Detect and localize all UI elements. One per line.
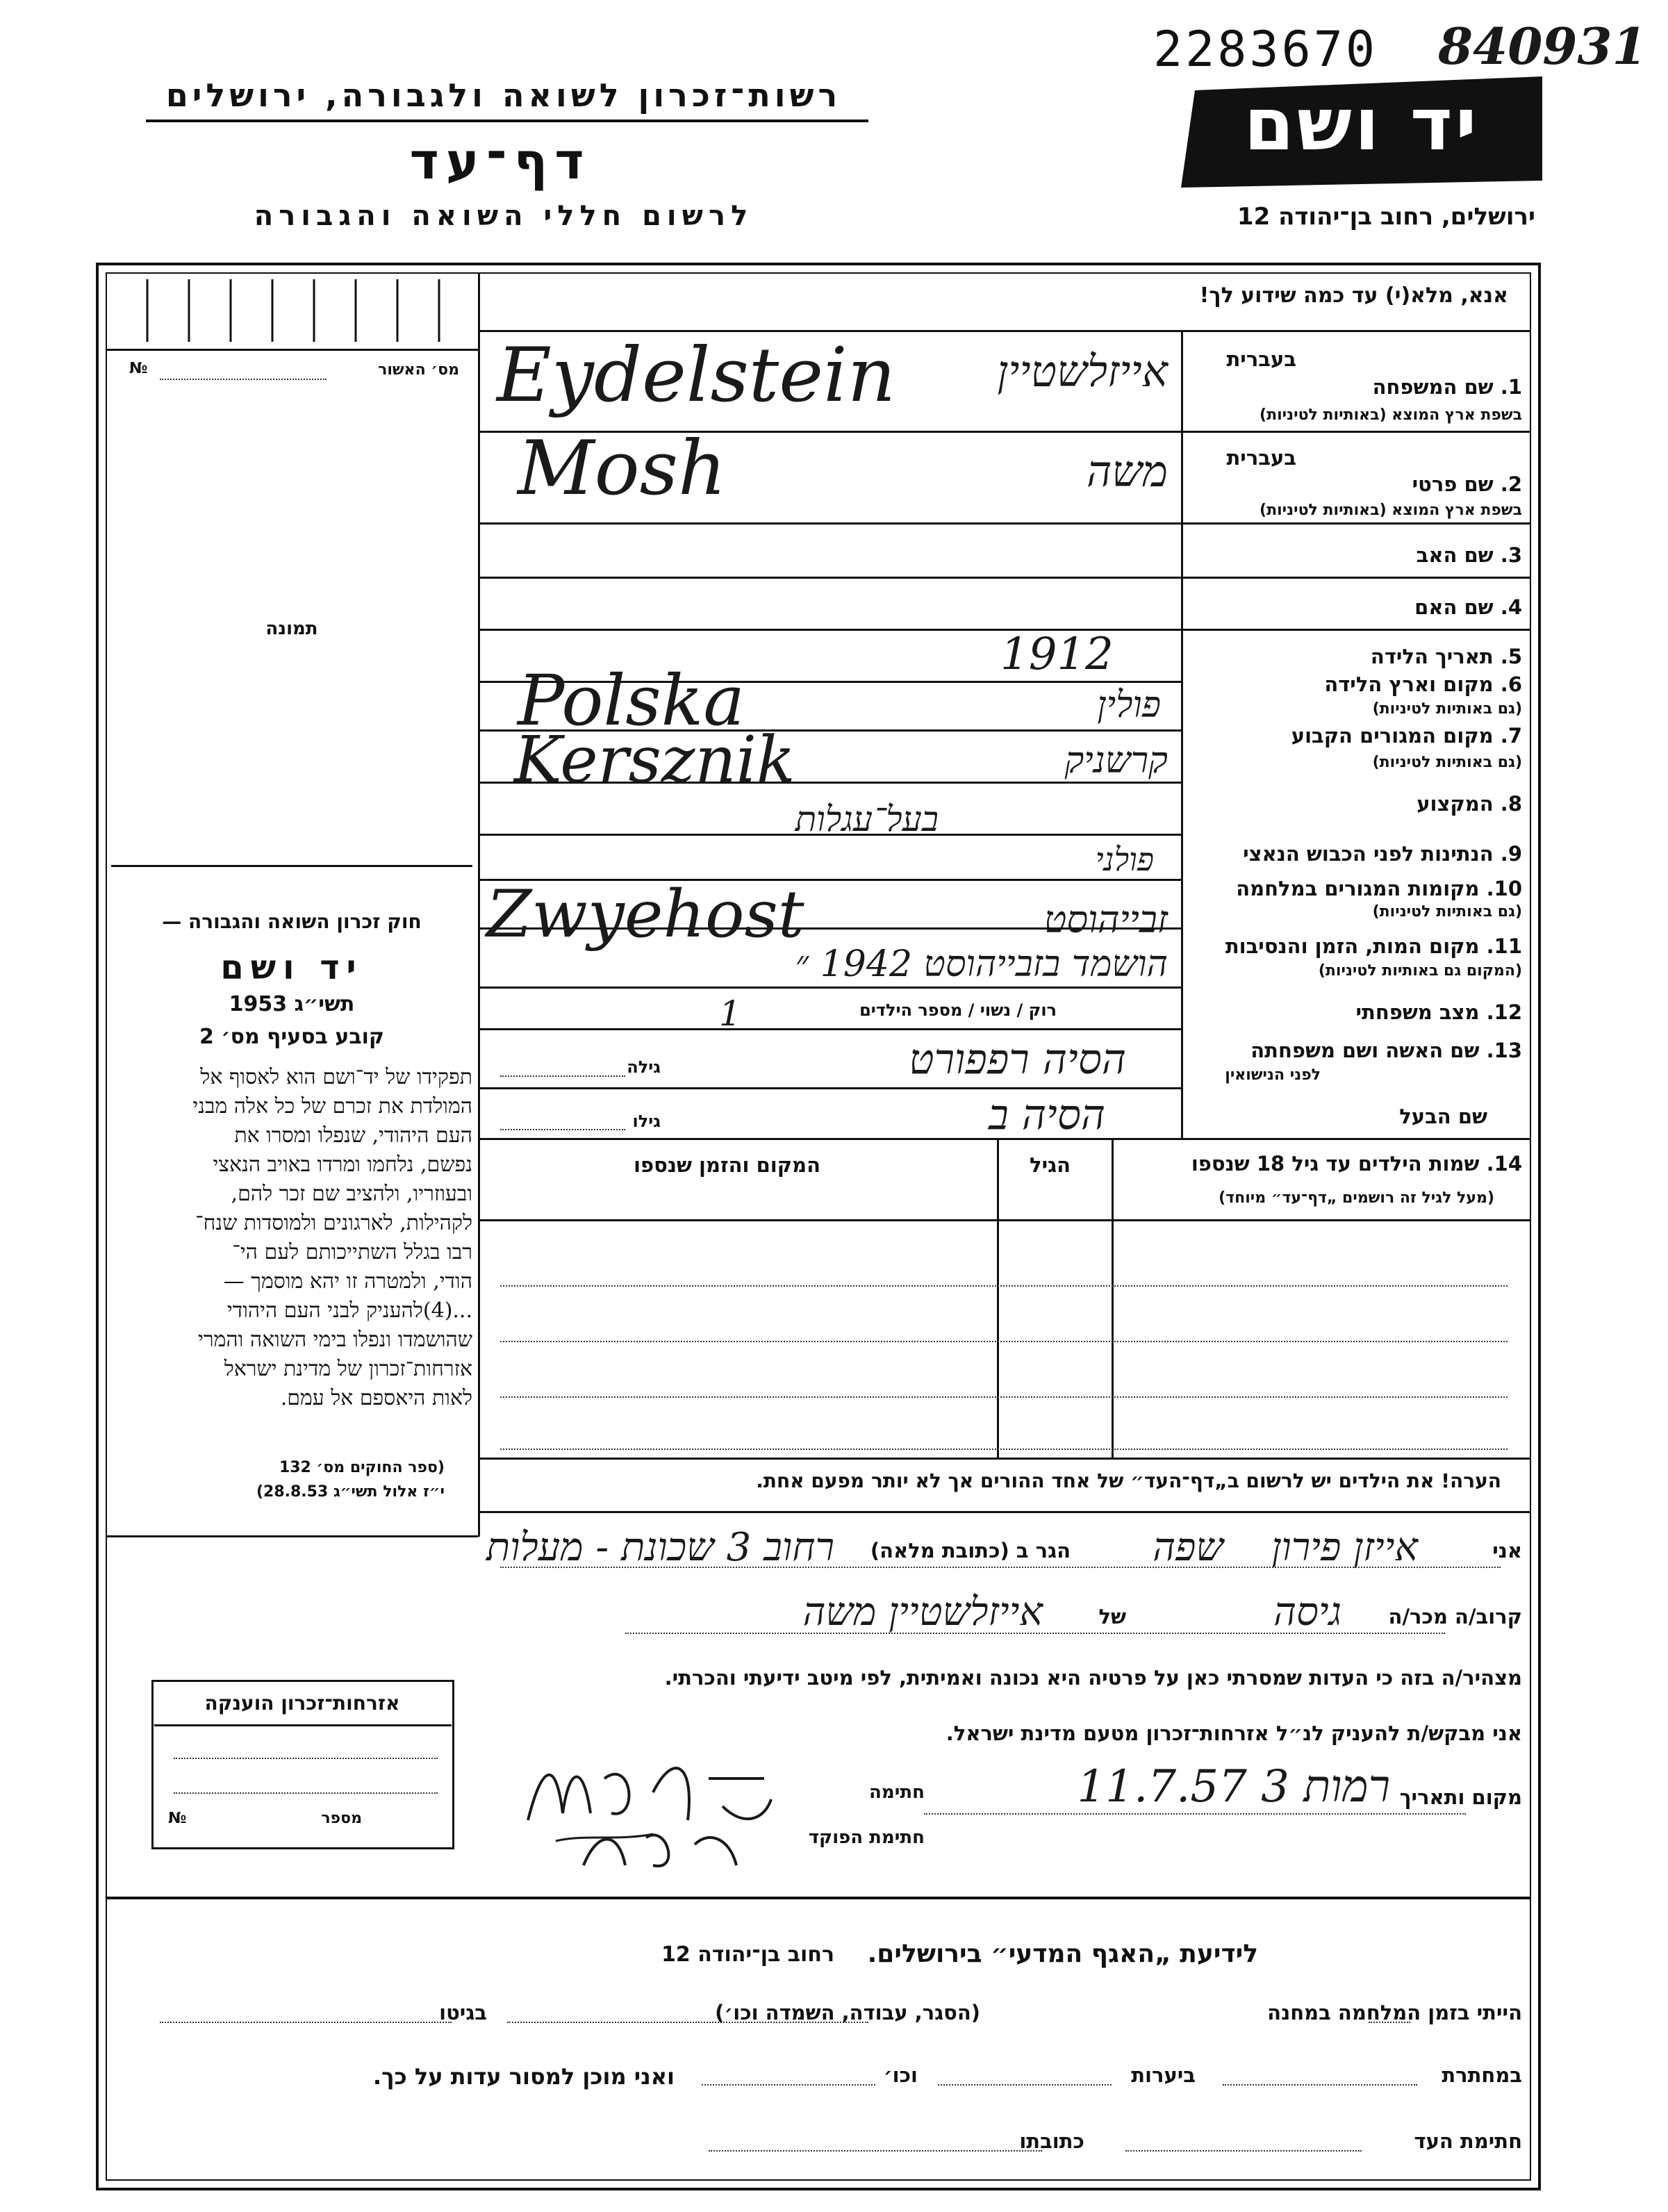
law-clause: קובע בסעיף מס׳ 2 (199, 1025, 385, 1049)
citizenship-title-underline (154, 1724, 452, 1726)
field-9-label (1243, 842, 1522, 866)
field-12-options: רוק / נשוי / מספר הילדים (859, 1000, 1057, 1020)
citizenship-number-label: מספר (321, 1810, 362, 1827)
decl-prefix: אני (1492, 1539, 1522, 1562)
law-line: לקהילות, לארגונים ולמוסדות שנח־ (195, 1211, 472, 1235)
doc-number: 2283670 (1153, 21, 1378, 78)
children-row-line (500, 1341, 1508, 1342)
bottom-line2-b: ביערות (1131, 2063, 1196, 2087)
bottom-address: רחוב בן־יהודה 12 (661, 1942, 834, 1967)
place-date-line (924, 1813, 1466, 1815)
bottom-line2-d: ואני מוכן למסור עדות על כך. (372, 2063, 675, 2090)
official-signature-label: חתימת הפוקד (808, 1827, 925, 1848)
law-line: ...(4)להעניק לבני העם היהודי (226, 1298, 472, 1323)
field-8-number: 8. (1500, 792, 1522, 816)
field-8-text: המקצוע (1417, 792, 1494, 816)
logo-text: יד ושם (1244, 82, 1480, 167)
field-2-lang: בעברית (1226, 446, 1296, 470)
field-6-label (1324, 672, 1522, 696)
row-line (479, 522, 1531, 525)
field-5-label (1371, 645, 1522, 668)
field-4-label (1414, 595, 1522, 619)
citizenship-number-symbol: № (168, 1810, 187, 1827)
children-col-divider-1 (1112, 1138, 1114, 1458)
law-line: העם היהודי, שנפלו ומסרו את (234, 1123, 472, 1148)
law-logo: יד ושם (220, 948, 363, 987)
decl-address[interactable]: רחוב 3 שכונת - מעלות (486, 1525, 834, 1570)
field-3-number: 3. (1500, 543, 1522, 567)
place-date-value[interactable]: רמות 3 11.7.57 (1077, 1761, 1390, 1813)
law-source-1: (ספר החוקים מס׳ 132 (279, 1459, 445, 1476)
bottom-line1-c: בגיטו (439, 2001, 487, 2024)
signature-label: חתימה (869, 1782, 925, 1803)
bottom-line1-b: (הסגר, עבודה, השמדה וכו׳) (715, 2001, 980, 2024)
field-7-latin[interactable]: Kersznik (514, 723, 795, 797)
note-bottom (479, 1511, 1531, 1513)
field-6-number: 6. (1500, 672, 1522, 696)
field-3-label (1417, 543, 1522, 567)
note-line: הערה! את הילדים יש לרשום ב„דף־העד״ של אחד ההורים אך לא יותר מפעם אחת. (756, 1469, 1501, 1492)
bottom-line3-a: חתימת העד (1414, 2129, 1522, 2153)
photo-box-right-border (478, 272, 480, 1537)
law-line: המולדת את זכרם של כל אלה מבני (192, 1094, 472, 1119)
bottom-line2-c: וכו׳ (883, 2063, 918, 2087)
decl-of: של (1098, 1605, 1126, 1628)
bottom-line1-a: הייתי בזמן המלחמה במחנה (1267, 2001, 1522, 2024)
field-10-latin[interactable]: Zwyehost (486, 877, 804, 952)
bottom-divider (106, 1897, 1531, 1899)
handwritten-number: 840931 (1438, 17, 1647, 76)
field-11-label (1225, 934, 1522, 958)
decl-deceased-name[interactable]: אייזלשטיין משה (802, 1590, 1043, 1635)
husband-age-line (500, 1129, 625, 1130)
law-heading: חוק זכרון השואה והגבורה — (162, 910, 422, 933)
law-line: לאות היאספם אל עמם. (280, 1386, 472, 1410)
field-6-hebrew[interactable]: פולין (1097, 684, 1161, 726)
field-13-number: 13. (1486, 1039, 1522, 1062)
bottom-line3-dots-a (1125, 2150, 1362, 2152)
husband-age-label: גילו (632, 1112, 661, 1131)
field-10-note: (גם באותיות לטיניות) (1372, 903, 1522, 921)
husband-label: שם הבעל (1399, 1105, 1487, 1128)
bottom-line1-dots-a (1369, 2022, 1410, 2023)
field-2-label (1412, 472, 1522, 496)
address: ירושלים, רחוב בן־יהודה 12 (1237, 203, 1535, 231)
decl-relation-prefix: קרוב/ה מכר/ה (1388, 1605, 1522, 1628)
place-date-label: מקום ותאריך (1399, 1785, 1522, 1809)
field-5-text: תאריך הלידה (1370, 645, 1494, 668)
field-11-number: 11. (1486, 934, 1522, 958)
photo-box-ticks (106, 272, 478, 349)
field-8-label (1417, 792, 1522, 816)
field-7-hebrew[interactable]: קרשניק (1064, 740, 1168, 782)
form-title: דף־עד (409, 132, 591, 190)
children-header-note: (מעל לגיל זה רושמים „דף־עד״ מיוחד) (1219, 1189, 1494, 1207)
field-1-latin[interactable]: Eydelstein (497, 332, 896, 419)
field-2-note: בשפת ארץ המוצא (באותיות לטיניות) (1260, 502, 1522, 519)
field-12-number: 12. (1486, 1000, 1522, 1024)
field-2-hebrew[interactable]: משה (1087, 446, 1168, 497)
photo-box-divider (106, 349, 478, 351)
field-7-note: (גם באותיות לטיניות) (1372, 754, 1522, 771)
children-number: 14. (1486, 1152, 1522, 1175)
field-9-value[interactable]: פולני (1095, 841, 1154, 878)
field-7-label (1291, 724, 1522, 748)
decl-name[interactable]: אייזן פירון (1271, 1525, 1418, 1570)
field-13-label (1250, 1039, 1522, 1062)
bottom-line2-dots-b (938, 2084, 1112, 2086)
field-9-number: 9. (1500, 842, 1522, 866)
children-header-age: הגיל (1030, 1153, 1071, 1177)
field-1-note: בשפת ארץ המוצא (באותיות לטיניות) (1260, 406, 1522, 424)
decl-line-1 (500, 1567, 1501, 1568)
cert-number-label: מס׳ האשור (378, 361, 459, 379)
row-line (479, 577, 1531, 579)
field-13-age-line (500, 1075, 625, 1077)
field-2-number: 2. (1500, 472, 1522, 496)
field-12-value[interactable]: 1 (719, 993, 741, 1034)
law-line: הודי, ולמטרה זו יהא מוסמך — (223, 1269, 472, 1294)
field-4-number: 4. (1500, 595, 1522, 619)
field-5-value[interactable]: 1912 (1000, 629, 1114, 680)
children-row-line (500, 1448, 1508, 1450)
law-source-2: י״ז אלול תשי״ג 28.8.53) (256, 1483, 445, 1501)
law-text (111, 1063, 472, 1413)
field-11-note: (המקום גם באותיות לטיניות) (1318, 962, 1522, 980)
photo-label: תמונה (265, 618, 318, 639)
citizenship-line (174, 1792, 438, 1794)
field-6-note: (גם באותיות לטיניות) (1372, 700, 1522, 718)
field-7-number: 7. (1500, 724, 1522, 748)
field-10-number: 10. (1486, 877, 1522, 900)
authority-line: רשות־זכרון לשואה ולגבורה, ירושלים (165, 76, 842, 114)
law-line: תפקידו של יד־ושם הוא לאסוף אל (200, 1065, 472, 1089)
children-header-text: שמות הילדים עד גיל 18 שנספו (1191, 1152, 1480, 1175)
field-1-text: שם המשפחה (1372, 375, 1494, 399)
decl-resides: הגר ב (כתובת מלאה) (870, 1539, 1071, 1562)
field-13-age-label: גילה (627, 1057, 661, 1077)
decl-relation[interactable]: גיסה (1273, 1590, 1341, 1635)
children-header-place: המקום והזמן שנספו (634, 1153, 820, 1177)
law-line: שהושמדו ונפלו בימי השואה והמרי (197, 1328, 472, 1352)
field-12-label (1355, 1000, 1522, 1024)
cert-number-symbol: № (129, 360, 148, 377)
law-line: נפשם, נלחמו ומרדו באויב הנאצי (213, 1153, 472, 1177)
citizenship-line (174, 1758, 438, 1759)
children-row-line (500, 1285, 1508, 1287)
field-1-label (1373, 375, 1522, 399)
bottom-line2-a: במחתרת (1442, 2063, 1522, 2087)
row-line (479, 1087, 1181, 1089)
law-line: ובעוזריו, ולהציב שם זכר להם, (231, 1182, 472, 1206)
field-1-number: 1. (1500, 375, 1522, 399)
children-col-divider-2 (997, 1138, 999, 1458)
bottom-line1-dots-b (507, 2022, 868, 2023)
row-line (479, 1028, 1181, 1030)
field-4-text: שם האם (1414, 595, 1494, 619)
bottom-line2-dots-c (702, 2084, 875, 2086)
law-year: תשי״ג 1953 (229, 992, 355, 1016)
decl-statement: מצהיר/ה בזה כי העדות שמסרתי כאן על פרטיה היא נכונה ואמיתית, לפי מיטב ידיעתי והכרתי. (664, 1666, 1522, 1690)
field-8-value[interactable]: בעל־עגלות (795, 799, 939, 839)
photo-area-bottom (111, 865, 472, 867)
citizenship-title: אזרחות־זכרון הוענקה (204, 1692, 400, 1715)
cert-number-line (160, 379, 327, 380)
form-subtitle: לרשום חללי השואה והגבורה (254, 200, 754, 232)
bottom-line1-dots-c (160, 2022, 452, 2023)
bottom-line3-b: כתובתו (1019, 2129, 1084, 2153)
field-12-text: מצב משפחתי (1355, 1000, 1480, 1024)
fields-column-divider (1181, 332, 1183, 1138)
bottom-line3-dots-b (709, 2150, 1042, 2152)
field-10-label (1236, 877, 1522, 900)
field-10-text: מקומות המגורים במלחמה (1236, 877, 1480, 900)
bottom-line2-dots-a (1223, 2084, 1417, 2086)
field-6-latin[interactable]: Polska (518, 660, 745, 741)
field-2-text: שם פרטי (1412, 472, 1494, 496)
field-10-hebrew[interactable]: זבייהוסט (1043, 898, 1168, 941)
field-13-value[interactable]: הסיה רפפורט (909, 1035, 1126, 1084)
field-1-hebrew[interactable]: אייזלשטיין (997, 346, 1168, 397)
decl-request: אני מבקש/ת להעניק לנ״ל אזרחות־זכרון מטעם מדינת ישראל. (946, 1722, 1522, 1745)
children-header-name (1191, 1152, 1522, 1175)
field-2-latin[interactable]: Mosh (518, 425, 727, 512)
decl-mid[interactable]: שפה (1153, 1525, 1223, 1570)
row-line (479, 987, 1181, 989)
law-box-bottom (106, 1535, 478, 1537)
children-row-line (500, 1396, 1508, 1398)
field-13-text: שם האשה ושם משפחתה (1250, 1039, 1480, 1062)
field-1-lang: בעברית (1226, 347, 1296, 371)
law-line: רבו בגלל השתייכותם לעם הי־ (232, 1240, 472, 1264)
children-table-bottom (479, 1458, 1531, 1460)
husband-value[interactable]: הסיה ב (988, 1091, 1105, 1139)
official-signature[interactable] (570, 1817, 750, 1879)
field-6-text: מקום וארץ הלידה (1324, 672, 1494, 696)
field-13-note: לפני הנישואין (1225, 1066, 1321, 1084)
instruction: אנא, מלא(י) עד כמה שידוע לך! (1199, 283, 1508, 308)
field-7-text: מקום המגורים הקבוע (1291, 724, 1494, 748)
authority-underline (146, 119, 868, 122)
field-5-number: 5. (1500, 645, 1522, 668)
field-11-value[interactable]: הושמד בזבייהוסט 1942 ״ (795, 943, 1168, 985)
decl-line-2 (625, 1633, 1445, 1634)
field-11-text: מקום המות, הזמן והנסיבות (1225, 934, 1480, 958)
law-line: אזרחות־זכרון של מדינת ישראל (224, 1357, 472, 1381)
bottom-title: לידיעת „האגף המדעי״ בירושלים. (867, 1940, 1258, 1968)
field-3-text: שם האב (1416, 543, 1494, 567)
field-9-text: הנתינות לפני הכבוש הנאצי (1243, 842, 1494, 866)
children-header-bottom (479, 1219, 1531, 1221)
